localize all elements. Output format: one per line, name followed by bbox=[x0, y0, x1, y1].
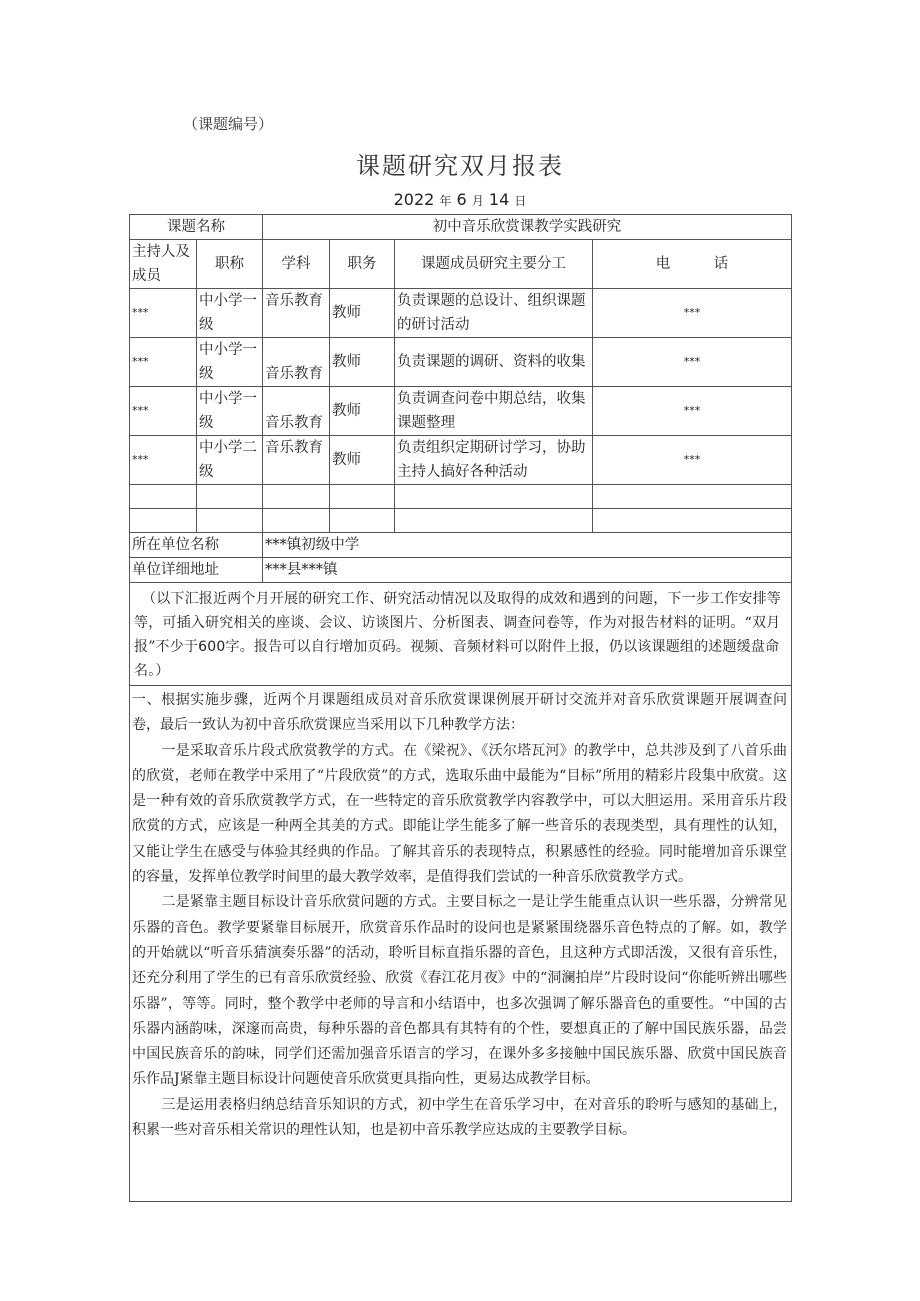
member-header-row bbox=[130, 240, 792, 289]
member-phone: *** bbox=[593, 436, 792, 485]
col-header-title: 职称 bbox=[197, 240, 263, 289]
member-position: 教师 bbox=[330, 338, 395, 387]
report-body-row bbox=[130, 686, 792, 1202]
date-month-unit: 月 bbox=[471, 194, 484, 208]
empty-cell[interactable] bbox=[330, 509, 395, 533]
date-day: 14 bbox=[488, 190, 510, 209]
instructions-part1: （以下汇报近两个月开展的研究工作、研究活动情况以及取得的成效和遇到的问题，下一步工作安排等等，可插入研究相关的座谈、会议、访谈图片、分析图表、调查问卷等，作为对报告材料的证明。“双月报”不少于 bbox=[134, 591, 781, 655]
empty-cell[interactable] bbox=[263, 485, 330, 509]
member-phone: *** bbox=[593, 338, 792, 387]
col-header-position: 职务 bbox=[330, 240, 395, 289]
member-position: 教师 bbox=[330, 289, 395, 338]
topic-code-label: （课题编号） bbox=[183, 115, 274, 133]
member-name: *** bbox=[130, 436, 197, 485]
empty-cell[interactable] bbox=[130, 485, 197, 509]
unit-name-value: ***镇初级中学 bbox=[263, 533, 792, 558]
report-body[interactable] bbox=[130, 686, 792, 1202]
report-table bbox=[129, 214, 792, 1202]
report-date bbox=[0, 190, 920, 209]
empty-row bbox=[130, 485, 792, 509]
member-subject: 音乐教育 bbox=[263, 338, 330, 387]
table-row bbox=[130, 289, 792, 338]
instructions-part2: 字。报告可以自行增加页码。视频、音频材料可以附件上报，仍以该课题组的述题缓盘命名。） bbox=[134, 639, 780, 679]
member-phone: *** bbox=[593, 387, 792, 436]
unit-address-value: ***县***镇 bbox=[263, 558, 792, 583]
date-month: 6 bbox=[456, 190, 467, 209]
member-position: 教师 bbox=[330, 436, 395, 485]
member-title: 中小学一级 bbox=[197, 387, 263, 436]
unit-address-row bbox=[130, 558, 792, 583]
member-title: 中小学二级 bbox=[197, 436, 263, 485]
body-method-3: 三是运用表格归纳总结音乐知识的方式，初中学生在音乐学习中，在对音乐的聆听与感知的基础上，积累一些对音乐相关常识的理性认知，也是初中音乐教学应达成的主要教学目标。 bbox=[132, 1096, 787, 1139]
empty-cell[interactable] bbox=[263, 509, 330, 533]
date-day-unit: 日 bbox=[514, 194, 527, 208]
col-header-member: 主持人及成员 bbox=[130, 240, 197, 289]
empty-cell[interactable] bbox=[395, 509, 593, 533]
member-subject: 音乐教育 bbox=[263, 436, 330, 485]
member-name: *** bbox=[130, 338, 197, 387]
empty-cell[interactable] bbox=[330, 485, 395, 509]
empty-cell[interactable] bbox=[197, 509, 263, 533]
topic-name-row bbox=[130, 215, 792, 240]
member-title: 中小学一级 bbox=[197, 289, 263, 338]
empty-cell[interactable] bbox=[395, 485, 593, 509]
date-year: 2022 bbox=[393, 190, 435, 209]
empty-cell[interactable] bbox=[593, 509, 792, 533]
member-name: *** bbox=[130, 387, 197, 436]
body-method-1: 一是采取音乐片段式欣赏教学的方式。在《梁祝》、《沃尔塔瓦河》的教学中，总共涉及到了八首乐曲的欣赏，老师在教学中采用了“片段欣赏”的方式，选取乐曲中最能为“目标”所用的精彩片段集中欣赏。这是一种有效的音乐欣赏教学方式，在一些特定的音乐欣赏教学内容教学中，可以大胆运用。采用音乐片段欣赏的方式，应该是一种两全其美的方式。即能让学生能多了解一些音乐的表现类型，具有理性的认知，又能让学生在感受与体验其经典的作品。了解其音乐的表现特点，积累感性的经验。同时能增加音乐课堂的容量，发挥单位教学时间里的最大教学效率，是值得我们尝试的一种音乐欣赏教学方式。 bbox=[132, 742, 787, 886]
member-duty: 负责课题的总设计、组织课题的研讨活动 bbox=[395, 289, 593, 338]
table-row bbox=[130, 338, 792, 387]
member-subject: 音乐教育 bbox=[263, 387, 330, 436]
table-row bbox=[130, 436, 792, 485]
member-duty: 负责组织定期研讨学习，协助主持人搞好各种活动 bbox=[395, 436, 593, 485]
instructions-row bbox=[130, 583, 792, 686]
topic-name-value: 初中音乐欣赏课教学实践研究 bbox=[263, 215, 792, 240]
member-position: 教师 bbox=[330, 387, 395, 436]
member-name: *** bbox=[130, 289, 197, 338]
empty-cell[interactable] bbox=[197, 485, 263, 509]
unit-name-row bbox=[130, 533, 792, 558]
member-duty: 负责调查问卷中期总结，收集课题整理 bbox=[395, 387, 593, 436]
empty-cell[interactable] bbox=[130, 509, 197, 533]
col-header-duty: 课题成员研究主要分工 bbox=[395, 240, 593, 289]
member-title: 中小学一级 bbox=[197, 338, 263, 387]
col-header-phone: 电 话 bbox=[593, 240, 792, 289]
empty-cell[interactable] bbox=[593, 485, 792, 509]
member-phone: *** bbox=[593, 289, 792, 338]
unit-address-label: 单位详细地址 bbox=[130, 558, 263, 583]
unit-name-label: 所在单位名称 bbox=[130, 533, 263, 558]
member-subject: 音乐教育 bbox=[263, 289, 330, 338]
page-title: 课题研究双月报表 bbox=[356, 152, 564, 180]
member-duty: 负责课题的调研、资料的收集 bbox=[395, 338, 593, 387]
empty-row bbox=[130, 509, 792, 533]
body-method-2: 二是紧靠主题目标设计音乐欣赏问题的方式。主要目标之一是让学生能重点认识一些乐器，分辨常见乐器的音色。教学要紧靠目标展开，欣赏音乐作品时的设问也是紧紧围绕器乐音色特点的了解。如，教学的开始就以“听音乐猜演奏乐器”的活动，聆听目标直指乐器的音色，且这种方式即活泼，又很有音乐性，还充分利用了学生的已有音乐欣赏经验、欣赏《春江花月夜》中的“洞澜拍岸”片段时设问“你能听辨出哪些乐器”，等等。同时，整个教学中老师的导言和小结语中，也多次强调了解乐器音色的重要性。“中国的古乐器内涵韵味，深邃而高贵，每种乐器的音色都具有其特有的个性，要想真正的了解中国民族乐器，品尝中国民族音乐的韵味，同学们还需加强音乐语言的学习，在课外多多接触中国民族乐器、欣赏中国民族音乐作品J紧靠主题目标设计问题使音乐欣赏更具指向性，更易达成教学目标。 bbox=[132, 894, 787, 1088]
table-row bbox=[130, 387, 792, 436]
instructions-word-count: 600 bbox=[198, 639, 226, 655]
body-intro: 一、根据实施步骤，近两个月课题组成员对音乐欣赏课课例展开研讨交流并对音乐欣赏课题开展调查问卷，最后一致认为初中音乐欣赏课应当采用以下几种教学方法： bbox=[132, 692, 787, 734]
col-header-subject: 学科 bbox=[263, 240, 330, 289]
topic-name-label: 课题名称 bbox=[130, 215, 263, 240]
instructions-text bbox=[130, 583, 792, 686]
date-year-unit: 年 bbox=[439, 194, 452, 208]
